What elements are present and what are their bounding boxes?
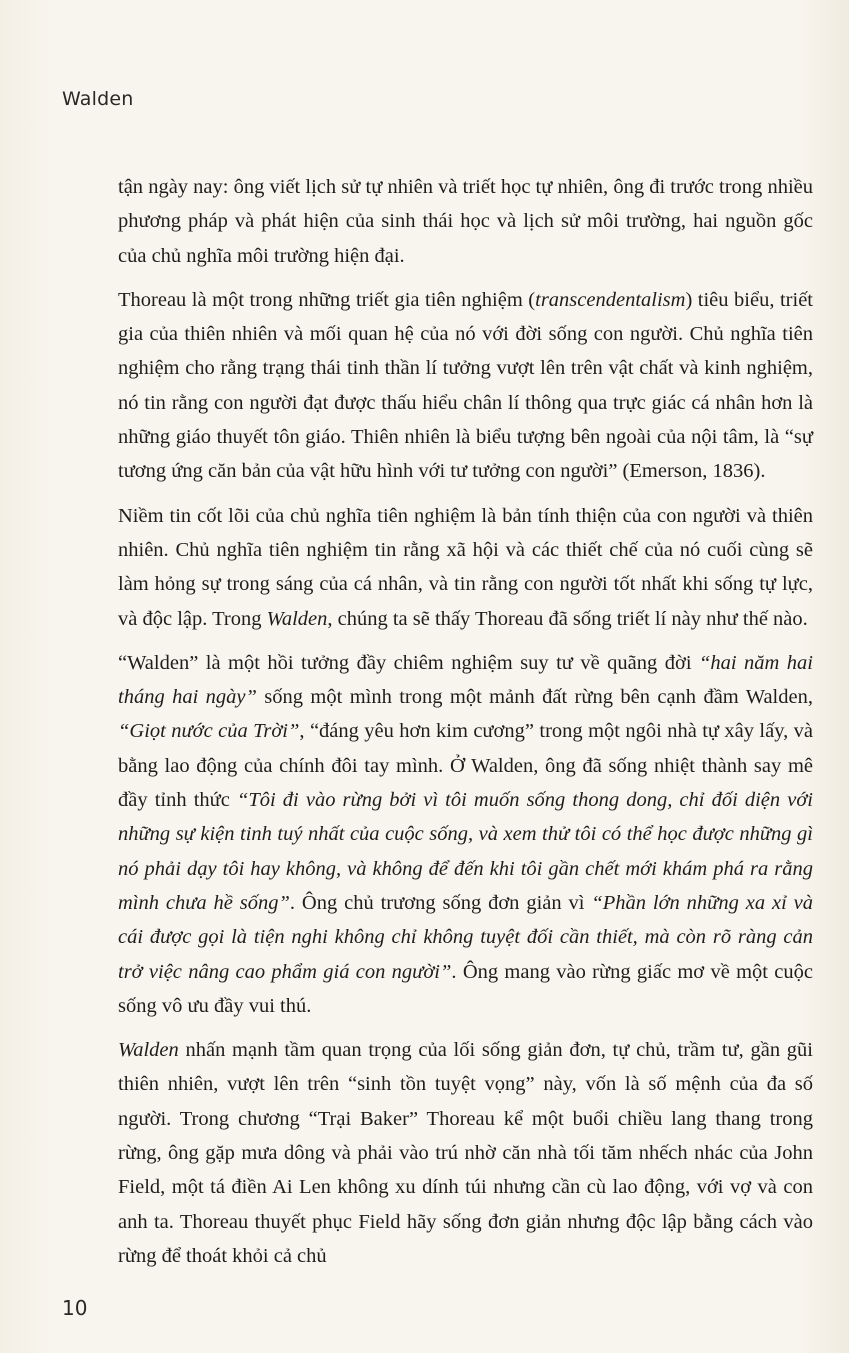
- text-run: tận ngày nay: ông viết lịch sử tự nhiên và triết học tự nhiên, ông đi trước trong nhiều phương pháp và phát hiện của sinh thái học và lịch sử môi trường, hai nguồn gốc của chủ nghĩa môi trường hiện đại.: [118, 176, 813, 267]
- paragraph-2: [118, 283, 813, 489]
- text-run: “Phần lớn những xa xỉ và cái được gọi là tiện nghi không chỉ không tuyệt đối cần thiết, mà còn rõ ràng cản trở việc nâng cao phẩm giá con người”: [118, 891, 813, 983]
- page-number: 10: [62, 1296, 88, 1320]
- paragraph-5: [118, 1033, 813, 1273]
- text-run: sống một mình trong một mảnh đất rừng bên cạnh đầm Walden,: [256, 686, 813, 709]
- body-text: [118, 170, 813, 1283]
- text-run: . Ông chủ trương sống đơn giản vì: [289, 891, 592, 914]
- text-run: Niềm tin cốt lõi của chủ nghĩa tiên nghiệm là bản tính thiện của con người và thiên nhiên. Chủ nghĩa tiên nghiệm tin rằng xã hội và các thiết chế của nó cuối cùng sẽ làm hỏng sự trong sáng của cá nhân, và tin rằng con người tốt nhất khi sống tự lực, và độc lập. Trong: [118, 504, 813, 630]
- text-run: “Tôi đi vào rừng bởi vì tôi muốn sống thong dong, chỉ đối diện với những sự kiện tinh tuý nhất của cuộc sống, và xem thử tôi có thể học được những gì nó phải dạy tôi hay không, và không để đến khi tôi gần chết mới khám phá ra rằng mình chưa hề sống”: [118, 789, 813, 914]
- text-run: “hai năm hai tháng hai ngày”: [118, 651, 813, 709]
- paragraph-1: [118, 170, 813, 273]
- text-run: Thoreau là một trong những triết gia tiên nghiệm (: [118, 288, 536, 311]
- text-run: nhấn mạnh tầm quan trọng của lối sống giản đơn, tự chủ, trầm tư, gần gũi thiên nhiên, vượt lên trên “sinh tồn tuyệt vọng” này, vốn là số mệnh của đa số người. Trong chương “Trại Baker” Thoreau kể một buổi chiều lang thang trong rừng, ông gặp mưa dông và phải vào trú nhờ căn nhà tối tăm nhếch nhác của John Field, một tá điền Ai Len không xu dính túi nhưng cần cù lao động, với vợ và con anh ta. Thoreau thuyết phục Field hãy sống đơn giản nhưng độc lập bằng cách vào rừng để thoát khỏi cả chủ: [118, 1039, 813, 1267]
- text-run: Walden: [118, 1039, 179, 1062]
- text-run: ) tiêu biểu, triết gia của thiên nhiên và mối quan hệ của nó với đời sống con người. Chủ nghĩa tiên nghiệm cho rằng trạng thái tinh thần lí tưởng vượt lên trên vật chất và kinh nghiệm, nó tin rằng con người đạt được thấu hiểu chân lí thông qua trực giác cá nhân hơn là những giáo thuyết tôn giáo. Thiên nhiên là biểu tượng bên ngoài của nội tâm, là “sự tương ứng căn bản của vật hữu hình với tư tưởng con người” (Emerson, 1836).: [118, 288, 813, 483]
- running-head: Walden: [62, 88, 134, 110]
- text-run: “Walden” là một hồi tưởng đầy chiêm nghiệm suy tư về quãng đời: [118, 651, 699, 674]
- paragraph-4: [118, 646, 813, 1023]
- text-run: transcendentalism: [535, 288, 686, 311]
- paragraph-3: [118, 499, 813, 636]
- text-run: , chúng ta sẽ thấy Thoreau đã sống triết lí này như thế nào.: [327, 607, 808, 630]
- text-run: , “đáng yêu hơn kim cương” trong một ngôi nhà tự xây lấy, và bằng lao động của chính đôi tay mình. Ở Walden, ông đã sống nhiệt thành say mê đầy tỉnh thức: [118, 720, 814, 812]
- text-run: Walden: [266, 607, 328, 630]
- text-run: “Giọt nước của Trời”: [118, 720, 300, 743]
- text-run: . Ông mang vào rừng giấc mơ về một cuộc sống vô ưu đầy vui thú.: [118, 960, 813, 1017]
